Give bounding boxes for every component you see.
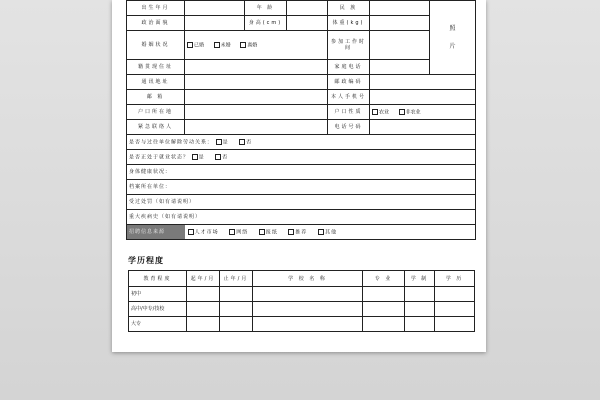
weight-field[interactable]: [370, 16, 430, 31]
hukou-type-options: [370, 105, 476, 120]
home-phone-label: 家庭电话: [328, 60, 370, 75]
checkbox-icon: [239, 139, 245, 145]
source-option-referral[interactable]: [288, 229, 307, 236]
edu-header-duration: 学 制: [405, 271, 435, 287]
table-cell[interactable]: [405, 287, 435, 302]
hukou-field[interactable]: [185, 105, 328, 120]
contact-addr-label: 通讯地址: [127, 75, 185, 90]
home-phone-field[interactable]: [370, 60, 430, 75]
table-cell[interactable]: [220, 287, 253, 302]
phone-field[interactable]: [370, 120, 476, 135]
table-cell[interactable]: [405, 302, 435, 317]
table-cell[interactable]: [187, 287, 220, 302]
email-field[interactable]: [185, 90, 328, 105]
table-cell[interactable]: [405, 317, 435, 332]
hukou-option-agri[interactable]: [372, 109, 389, 116]
option-label: 否: [222, 154, 229, 161]
table-cell[interactable]: [220, 302, 253, 317]
personal-info-table: [126, 0, 476, 240]
source-row: [127, 225, 476, 240]
checkbox-icon: [216, 139, 222, 145]
photo-char-2: 片: [449, 42, 456, 50]
origin-field[interactable]: [185, 60, 328, 75]
checkbox-icon: [187, 42, 193, 48]
edu-header-end: 止年/月: [220, 271, 253, 287]
edu-header-major: 专 业: [363, 271, 405, 287]
table-cell[interactable]: [435, 302, 475, 317]
contact-addr-field[interactable]: [185, 75, 328, 90]
hukou-type-label: 户口性质: [328, 105, 370, 120]
work-time-label: 参加工作时间: [328, 31, 370, 60]
option-label: 推荐: [295, 229, 308, 235]
edu-row-label: 高中/中专/技校: [129, 302, 187, 317]
birth-label: 出生年月: [127, 1, 185, 16]
option-label: 网络: [236, 229, 249, 235]
source-option-other[interactable]: [318, 229, 337, 236]
checkbox-icon: [259, 229, 265, 235]
checkbox-icon: [188, 229, 194, 235]
ethnic-field[interactable]: [370, 1, 430, 16]
section-title-education: 学历程度: [128, 256, 164, 265]
origin-label: 籍贯现住址: [127, 60, 185, 75]
hukou-option-nonagri[interactable]: [399, 109, 421, 116]
table-cell[interactable]: [363, 302, 405, 317]
hukou-label: 户口所在地: [127, 105, 185, 120]
option-label: 离婚: [247, 42, 258, 49]
table-cell[interactable]: [253, 317, 363, 332]
option-label: 是: [198, 154, 205, 161]
ethnic-label: 民 族: [328, 1, 370, 16]
edu-header-level: 教育程度: [129, 271, 187, 287]
checkbox-icon: [229, 229, 235, 235]
table-cell[interactable]: [253, 302, 363, 317]
checkbox-icon: [372, 109, 378, 115]
edu-header-school: 学 校 名 称: [253, 271, 363, 287]
marital-option-married[interactable]: [187, 42, 204, 49]
height-label: 身高(cm): [245, 16, 287, 31]
checkbox-icon: [399, 109, 405, 115]
table-cell[interactable]: [363, 287, 405, 302]
weight-label: 体重(kg): [328, 16, 370, 31]
checkbox-icon: [192, 154, 198, 160]
mobile-field[interactable]: [370, 90, 476, 105]
file-row[interactable]: 档案所在单位：: [127, 180, 476, 195]
current-question-text: 是否正处于就业状态？: [129, 154, 190, 161]
birth-field[interactable]: [185, 1, 245, 16]
checkbox-icon: [318, 229, 324, 235]
option-label: 否: [246, 139, 253, 146]
postal-field[interactable]: [370, 75, 476, 90]
height-field[interactable]: [287, 16, 328, 31]
table-cell[interactable]: [363, 317, 405, 332]
postal-label: 邮政编码: [328, 75, 370, 90]
current-option-yes[interactable]: [192, 154, 205, 161]
table-row: [129, 317, 475, 332]
checkbox-icon: [288, 229, 294, 235]
option-label: 非农业: [405, 109, 421, 116]
photo-box[interactable]: [430, 1, 476, 75]
marital-option-divorced[interactable]: [240, 42, 257, 49]
option-label: 其他: [325, 229, 338, 235]
politics-field[interactable]: [185, 16, 245, 31]
email-label: 邮 箱: [127, 90, 185, 105]
marital-label: 婚姻状况: [127, 31, 185, 60]
current-question: [127, 150, 476, 165]
option-label: 是: [222, 139, 229, 146]
edu-row-label: 大专: [129, 317, 187, 332]
option-label: 已婚: [194, 42, 205, 49]
edu-row-label: 初中: [129, 287, 187, 302]
edu-header-degree: 学 历: [435, 271, 475, 287]
emergency-contact-label: 紧急联络人: [127, 120, 185, 135]
table-cell[interactable]: [187, 302, 220, 317]
table-cell[interactable]: [253, 287, 363, 302]
checkbox-icon: [214, 42, 220, 48]
checkbox-icon: [240, 42, 246, 48]
phone-label: 电话号码: [328, 120, 370, 135]
table-cell[interactable]: [435, 317, 475, 332]
work-time-field[interactable]: [370, 31, 430, 60]
labor-question-text: 是否与过往单位解除劳动关系：: [129, 139, 214, 146]
mobile-label: 本人手机号: [328, 90, 370, 105]
option-label: 未婚: [220, 42, 231, 49]
age-label: 年 龄: [245, 1, 287, 16]
disease-row[interactable]: 重大疾病史（如有请说明）: [127, 210, 476, 225]
marital-option-single[interactable]: [214, 42, 231, 49]
form-sheet: [112, 0, 486, 352]
table-cell[interactable]: [435, 287, 475, 302]
health-row[interactable]: 身体健康状况：: [127, 165, 476, 180]
punish-row[interactable]: 受过处罚（如有请说明）: [127, 195, 476, 210]
table-cell[interactable]: [220, 317, 253, 332]
photo-char-1: 照: [449, 24, 456, 32]
emergency-contact-field[interactable]: [185, 120, 328, 135]
source-option-talent-market[interactable]: [188, 229, 219, 236]
education-table: [128, 270, 475, 332]
option-label: 报纸: [265, 229, 278, 235]
source-option-newspaper[interactable]: [259, 229, 278, 236]
politics-label: 政治面貌: [127, 16, 185, 31]
current-option-no[interactable]: [215, 154, 228, 161]
source-option-network[interactable]: [229, 229, 248, 236]
edu-header-start: 起年/月: [187, 271, 220, 287]
source-label: 招聘信息来源: [127, 225, 185, 239]
option-label: 人才市场: [194, 229, 219, 235]
labor-option-no[interactable]: [239, 139, 252, 146]
marital-options: [185, 31, 328, 60]
checkbox-icon: [215, 154, 221, 160]
table-row: [129, 287, 475, 302]
table-row: [129, 302, 475, 317]
labor-option-yes[interactable]: [216, 139, 229, 146]
age-field[interactable]: [287, 1, 328, 16]
table-cell[interactable]: [187, 317, 220, 332]
option-label: 农业: [379, 109, 390, 116]
labor-question: [127, 135, 476, 150]
